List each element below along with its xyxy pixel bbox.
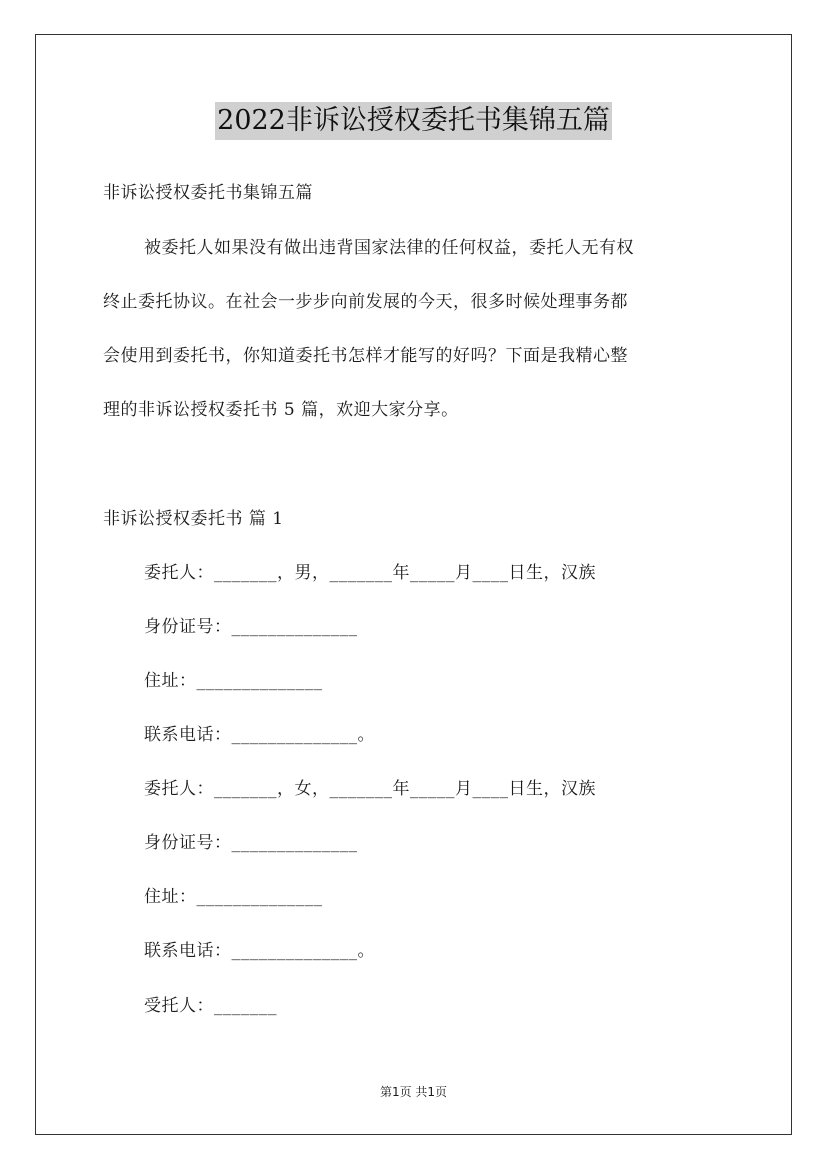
field-phone-2: 联系电话：______________。: [144, 941, 375, 961]
intro-line-4: 理的非诉讼授权委托书 5 篇，欢迎大家分享。: [103, 400, 459, 420]
page-footer: 第1页 共1页: [379, 1085, 448, 1099]
field-phone-1: 联系电话：______________。: [144, 725, 375, 745]
intro-line-2: 终止委托协议。在社会一步步向前发展的今天，很多时候处理事务都: [103, 292, 628, 312]
document-subtitle: 非诉讼授权委托书集锦五篇: [103, 183, 313, 203]
title-container: [0, 102, 827, 140]
field-address-2: 住址：______________: [144, 887, 323, 907]
intro-line-3: 会使用到委托书，你知道委托书怎样才能写的好吗？下面是我精心整: [103, 346, 628, 366]
document-title: 2022非诉讼授权委托书集锦五篇: [215, 102, 612, 140]
field-address-1: 住址：______________: [144, 671, 323, 691]
section-heading: 非诉讼授权委托书 篇 1: [103, 509, 284, 529]
intro-line-1: 被委托人如果没有做出违背国家法律的任何权益，委托人无有权: [144, 238, 634, 258]
field-principal-female: 委托人：_______，女，_______年_____月____日生，汉族: [144, 779, 596, 799]
field-id-number-2: 身份证号：______________: [144, 833, 358, 853]
field-agent: 受托人：_______: [144, 996, 277, 1016]
field-id-number-1: 身份证号：______________: [144, 617, 358, 637]
field-principal-male: 委托人：_______，男，_______年_____月____日生，汉族: [144, 563, 596, 583]
